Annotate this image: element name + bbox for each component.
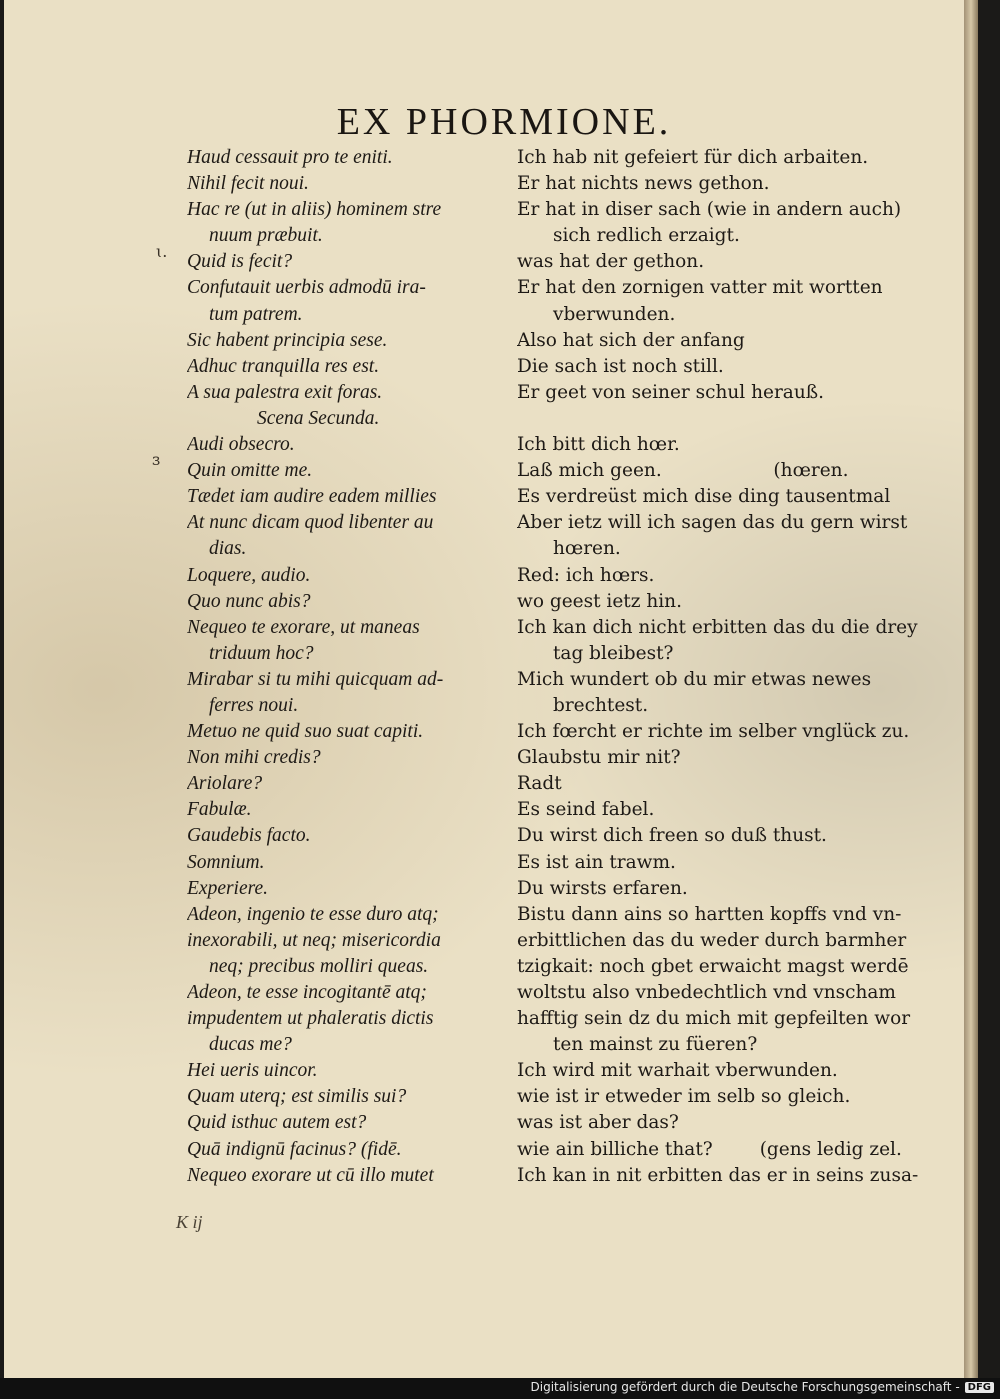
- german-line: Ich hab nit gefeiert für dich arbaiten.: [517, 147, 869, 168]
- latin-line: dias.: [209, 538, 247, 560]
- scene-heading: Scena Secunda.: [257, 407, 380, 429]
- latin-line: Nequeo exorare ut cū illo mutet: [187, 1164, 434, 1186]
- latin-line: Tædet iam audire eadem millies: [187, 486, 437, 508]
- german-line: sich redlich erzaigt.: [553, 225, 740, 247]
- latin-line: Sic habent principia sese.: [187, 329, 388, 351]
- dfg-logo-icon: DFG: [965, 1382, 994, 1393]
- latin-line: tum patrem.: [209, 303, 303, 325]
- latin-line: Haud cessauit pro te eniti.: [187, 147, 393, 168]
- german-line: Es verdreüst mich dise ding tausentmal: [517, 486, 891, 508]
- latin-line: Hei ueris uincor.: [187, 1060, 318, 1082]
- latin-line: Audi obsecro.: [187, 434, 295, 456]
- german-line: Ich bitt dich hœr.: [517, 434, 680, 456]
- latin-line: Adhuc tranquilla res est.: [187, 355, 380, 377]
- latin-line: Ariolare?: [187, 773, 263, 795]
- german-line: Er hat in diser sach (wie in andern auch): [517, 199, 902, 221]
- latin-line: Adeon, te esse incogitantē atq;: [187, 982, 427, 1003]
- german-line: Es ist ain trawm.: [517, 851, 676, 873]
- latin-column: [187, 145, 517, 1189]
- german-line: ten mainst zu füeren?: [553, 1034, 758, 1056]
- german-line: Du wirst dich freen so duß thust.: [517, 825, 827, 847]
- funding-footer: [531, 1380, 995, 1394]
- german-line: vberwunden.: [553, 303, 676, 325]
- german-line: was ist aber das?: [517, 1112, 679, 1134]
- margin-mark: ɩ.: [156, 242, 168, 261]
- german-line: brechtest.: [553, 694, 649, 716]
- german-line: wie ist ir etweder im selb so gleich.: [517, 1086, 851, 1108]
- german-line: woltstu also vnbedechtlich vnd vnscham: [517, 982, 896, 1003]
- latin-line: Nihil fecit noui.: [187, 173, 309, 195]
- german-line: Also hat sich der anfang: [517, 329, 745, 351]
- latin-line: Quid is fecit?: [187, 251, 293, 273]
- latin-line: triduum hoc?: [209, 642, 314, 664]
- latin-line: Gaudebis facto.: [187, 825, 311, 847]
- latin-line: ferres noui.: [209, 694, 299, 716]
- german-line: Bistu dann ains so hartten kopffs vnd vn-: [517, 903, 902, 925]
- latin-line: Quo nunc abis?: [187, 590, 311, 612]
- german-line: Aber ietz will ich sagen das du gern wirst: [517, 512, 908, 534]
- running-header: EX PHORMIONE.: [336, 101, 672, 143]
- german-line: Red: ich hœrs.: [517, 564, 655, 586]
- german-line: Ich fœrcht er richte im selber vnglück zu.: [517, 721, 910, 743]
- latin-line: Somnium.: [187, 851, 265, 873]
- latin-line: Mirabar si tu mihi quicquam ad-: [187, 668, 444, 690]
- latin-line: Adeon, ingenio te esse duro atq;: [187, 903, 439, 925]
- latin-line: Loquere, audio.: [187, 564, 311, 586]
- german-line: Du wirsts erfaren.: [517, 877, 688, 899]
- latin-line: Quin omitte me.: [187, 460, 313, 482]
- german-line: Ich kan in nit erbitten das er in seins zusa-: [517, 1164, 919, 1186]
- german-line: Er hat nichts news gethon.: [517, 173, 770, 195]
- german-line: wo geest ietz hin.: [517, 590, 682, 612]
- german-line: hafftig sein dz du mich mit gepfeilten wor: [517, 1008, 911, 1030]
- german-line: Es seind fabel.: [517, 799, 655, 821]
- german-line: Glaubstu mir nit?: [517, 747, 681, 769]
- german-line: hœren.: [553, 538, 621, 560]
- latin-line: At nunc dicam quod libenter au: [187, 512, 434, 534]
- german-line: Ich wird mit warhait vberwunden.: [517, 1060, 838, 1082]
- latin-line: Nequeo te exorare, ut maneas: [187, 616, 420, 638]
- german-line: tag bleibest?: [553, 642, 674, 664]
- latin-line: inexorabili, ut neq; misericordia: [187, 929, 441, 951]
- latin-line: Non mihi credis?: [187, 747, 321, 769]
- latin-line: Metuo ne quid suo suat capiti.: [187, 721, 424, 743]
- german-line: Er hat den zornigen vatter mit wortten: [517, 277, 883, 299]
- german-line: Radt: [517, 773, 562, 795]
- latin-line: Experiere.: [187, 877, 269, 899]
- german-line: wie ain billiche that? (gens ledig zel.: [517, 1138, 902, 1160]
- german-line: was hat der gethon.: [517, 251, 705, 273]
- german-line: erbittlichen das du weder durch barmher: [517, 929, 907, 951]
- german-column: [517, 145, 949, 1189]
- latin-line: Quam uterq; est similis sui?: [187, 1086, 407, 1108]
- latin-line: neq; precibus molliri queas.: [209, 955, 429, 977]
- margin-mark: ɜ: [152, 450, 161, 469]
- latin-line: nuum præbuit.: [209, 225, 323, 247]
- latin-line: Quid isthuc autem est?: [187, 1112, 367, 1134]
- german-line: Die sach ist noch still.: [517, 355, 724, 377]
- latin-line: A sua palestra exit foras.: [187, 381, 383, 403]
- page-edge: [964, 0, 978, 1378]
- german-line: Laß mich geen. (hœren.: [517, 460, 849, 482]
- signature-mark: K ij: [176, 1212, 203, 1232]
- latin-line: impudentem ut phaleratis dictis: [187, 1008, 434, 1030]
- funding-text: Digitalisierung gefördert durch die Deutsche Forschungsgemeinschaft -: [530, 1380, 960, 1394]
- latin-line: ducas me?: [209, 1034, 292, 1056]
- latin-line: Fabulæ.: [187, 799, 252, 821]
- latin-line: Confutauit uerbis admodū ira-: [187, 277, 426, 299]
- german-line: tzigkait: noch gbet erwaicht magst werdē: [517, 955, 909, 977]
- german-line: Er geet von seiner schul herauß.: [517, 381, 824, 403]
- german-line: Mich wundert ob du mir etwas newes: [517, 668, 872, 690]
- german-line: [517, 406, 949, 432]
- german-line: Ich kan dich nicht erbitten das du die drey: [517, 616, 918, 638]
- book-page: [4, 0, 978, 1378]
- latin-line: Hac re (ut in aliis) hominem stre: [187, 199, 442, 221]
- latin-line: Quā indignū facinus? (fidē.: [187, 1138, 402, 1160]
